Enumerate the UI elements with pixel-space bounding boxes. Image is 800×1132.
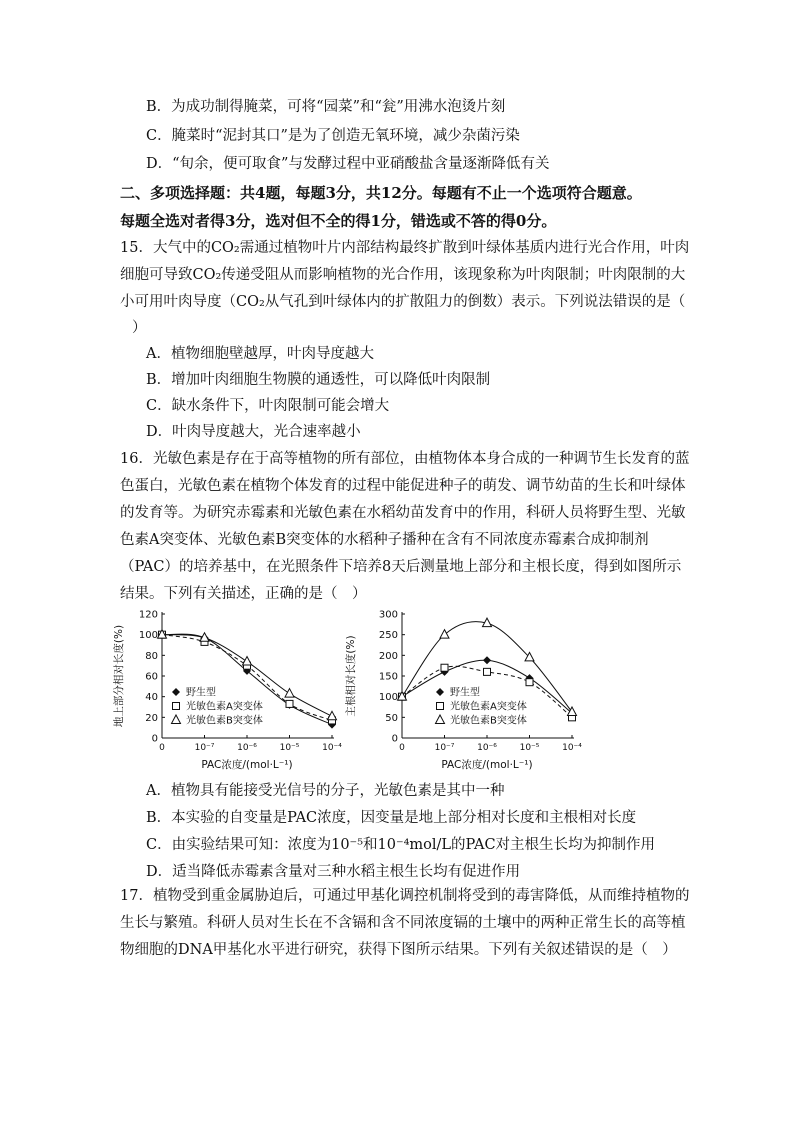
series-line xyxy=(402,622,572,712)
q14-option-b: B．为成功制得腌菜，可将“园菜”和“瓮”用沸水泡烫片刻 xyxy=(146,99,506,115)
y-tick-label: 250 xyxy=(378,630,398,642)
legend-marker xyxy=(436,688,444,696)
y-tick-label: 120 xyxy=(138,609,158,621)
x-tick-label: 10⁻⁵ xyxy=(519,743,540,753)
x-tick-label: 0 xyxy=(159,743,165,753)
chart-root-length xyxy=(344,610,582,772)
data-point xyxy=(286,700,293,707)
y-axis-label: 主根相对长度(%) xyxy=(345,635,357,717)
x-tick-label: 10⁻⁴ xyxy=(562,743,582,753)
legend-label: 光敏色素B突变体 xyxy=(450,715,527,727)
y-tick-label: 100 xyxy=(138,630,158,642)
data-point xyxy=(243,657,252,666)
y-tick-label: 20 xyxy=(145,712,158,724)
q16-option-b: B．本实验的自变量是PAC浓度，因变量是地上部分相对长度和主根相对长度 xyxy=(146,810,637,826)
y-tick-label: 300 xyxy=(378,609,398,621)
legend-label: 野生型 xyxy=(450,687,480,699)
y-tick-label: 150 xyxy=(378,671,398,683)
x-tick-label: 10⁻⁷ xyxy=(194,743,215,753)
legend-label: 野生型 xyxy=(186,687,216,699)
q16-charts xyxy=(110,600,590,775)
legend-label: 光敏色素B突变体 xyxy=(186,715,263,727)
q16-stem-line2: 色蛋白，光敏色素在植物个体发育的过程中能促进种子的萌发、调节幼苗的生长和叶绿体 xyxy=(120,478,686,494)
chart-shoot-length xyxy=(112,610,342,772)
q16-stem-line4: 色素A突变体、光敏色素B突变体的水稻种子播种在含有不同浓度赤霉素合成抑制剂 xyxy=(120,532,649,548)
q17-stem-line1: 17．植物受到重金属胁迫后，可通过甲基化调控机制将受到的毒害降低，从而维持植物的 xyxy=(120,888,690,904)
y-tick-label: 200 xyxy=(378,650,398,662)
legend-label: 光敏色素A突变体 xyxy=(450,701,527,713)
y-tick-label: 0 xyxy=(391,733,398,745)
q15-stem-line3: 小可用叶肉导度（CO₂从气孔到叶绿体内的扩散阻力的倒数）表示。下列说法错误的是（ xyxy=(120,294,686,310)
q15-stem-line4: ） xyxy=(132,320,147,336)
y-tick-label: 40 xyxy=(145,692,158,704)
data-point xyxy=(483,656,491,664)
q17-stem-line3: 物细胞的DNA甲基化水平进行研究，获得下图所示结果。下列有关叙述错误的是（ ） xyxy=(120,942,677,958)
q16-stem-line3: 的发育等。为研究赤霉素和光敏色素在水稻幼苗发育中的作用，科研人员将野生型、光敏 xyxy=(120,505,686,521)
x-tick-label: 10⁻⁶ xyxy=(477,743,497,753)
data-point xyxy=(526,679,533,686)
legend-marker xyxy=(172,688,180,696)
x-tick-label: 10⁻⁷ xyxy=(434,743,455,753)
x-tick-label: 0 xyxy=(399,743,405,753)
y-tick-label: 60 xyxy=(145,671,158,683)
q17-stem-line2: 生长与繁殖。科研人员对生长在不含镉和含不同浓度镉的土壤中的两种正常生长的高等植 xyxy=(120,915,686,931)
y-tick-label: 50 xyxy=(385,712,398,724)
q15-option-a: A．植物细胞壁越厚，叶肉导度越大 xyxy=(146,346,374,362)
x-tick-label: 10⁻⁵ xyxy=(279,743,300,753)
y-tick-label: 100 xyxy=(378,692,398,704)
legend-marker xyxy=(173,703,180,710)
x-axis-label: PAC浓度/(mol·L⁻¹) xyxy=(201,759,293,771)
q15-stem-line2: 细胞可导致CO₂传递受阻从而影响植物的光合作用，该现象称为叶肉限制；叶肉限制的大 xyxy=(120,267,686,283)
legend-marker xyxy=(172,715,181,724)
x-tick-label: 10⁻⁴ xyxy=(322,743,342,753)
legend-marker xyxy=(436,715,445,724)
q14-option-c: C．腌菜时“泥封其口”是为了创造无氧环境，减少杂菌污染 xyxy=(146,128,520,144)
q15-option-d: D．叶肉导度越大，光合速率越小 xyxy=(146,424,361,440)
legend-label: 光敏色素A突变体 xyxy=(186,701,263,713)
y-tick-label: 80 xyxy=(145,650,158,662)
data-point xyxy=(441,664,448,671)
q14-option-d: D．“旬余，便可取食”与发酵过程中亚硝酸盐含量逐渐降低有关 xyxy=(146,156,550,172)
x-axis-label: PAC浓度/(mol·L⁻¹) xyxy=(441,759,533,771)
q16-stem-line5: （PAC）的培养基中，在光照条件下培养8天后测量地上部分和主根长度，得到如图所示 xyxy=(120,559,682,575)
q16-option-c: C．由实验结果可知：浓度为10⁻⁵和10⁻⁴mol/L的PAC对主根生长均为抑制作用 xyxy=(146,837,656,853)
data-point xyxy=(285,689,294,698)
legend-marker xyxy=(437,703,444,710)
q15-stem-line1: 15．大气中的CO₂需通过植物叶片内部结构最终扩散到叶绿体基质内进行光合作用，叶肉 xyxy=(120,240,690,256)
q16-option-a: A．植物具有能接受光信号的分子，光敏色素是其中一种 xyxy=(146,783,505,799)
data-point xyxy=(484,668,491,675)
q16-stem-line6: 结果。下列有关描述，正确的是（ ） xyxy=(120,586,367,602)
data-point xyxy=(440,630,449,639)
data-point xyxy=(328,711,337,720)
x-tick-label: 10⁻⁶ xyxy=(237,743,257,753)
q15-option-b: B．增加叶肉细胞生物膜的通透性，可以降低叶肉限制 xyxy=(146,372,491,388)
y-tick-label: 0 xyxy=(151,733,158,745)
q16-stem-line1: 16．光敏色素是存在于高等植物的所有部位，由植物体本身合成的一种调节生长发育的蓝 xyxy=(120,451,690,467)
q16-option-d: D．适当降低赤霉素含量对三种水稻主根生长均有促进作用 xyxy=(146,864,521,880)
q15-option-c: C．缺水条件下，叶肉限制可能会增大 xyxy=(146,398,390,414)
y-axis-label: 地上部分相对长度(%) xyxy=(113,624,125,728)
section2-heading-line2: 每题全选对者得3分，选对但不全的得1分，错选或不答的得0分。 xyxy=(120,212,557,230)
section2-heading-line1: 二、多项选择题：共4题，每题3分，共12分。每题有不止一个选项符合题意。 xyxy=(120,184,642,202)
